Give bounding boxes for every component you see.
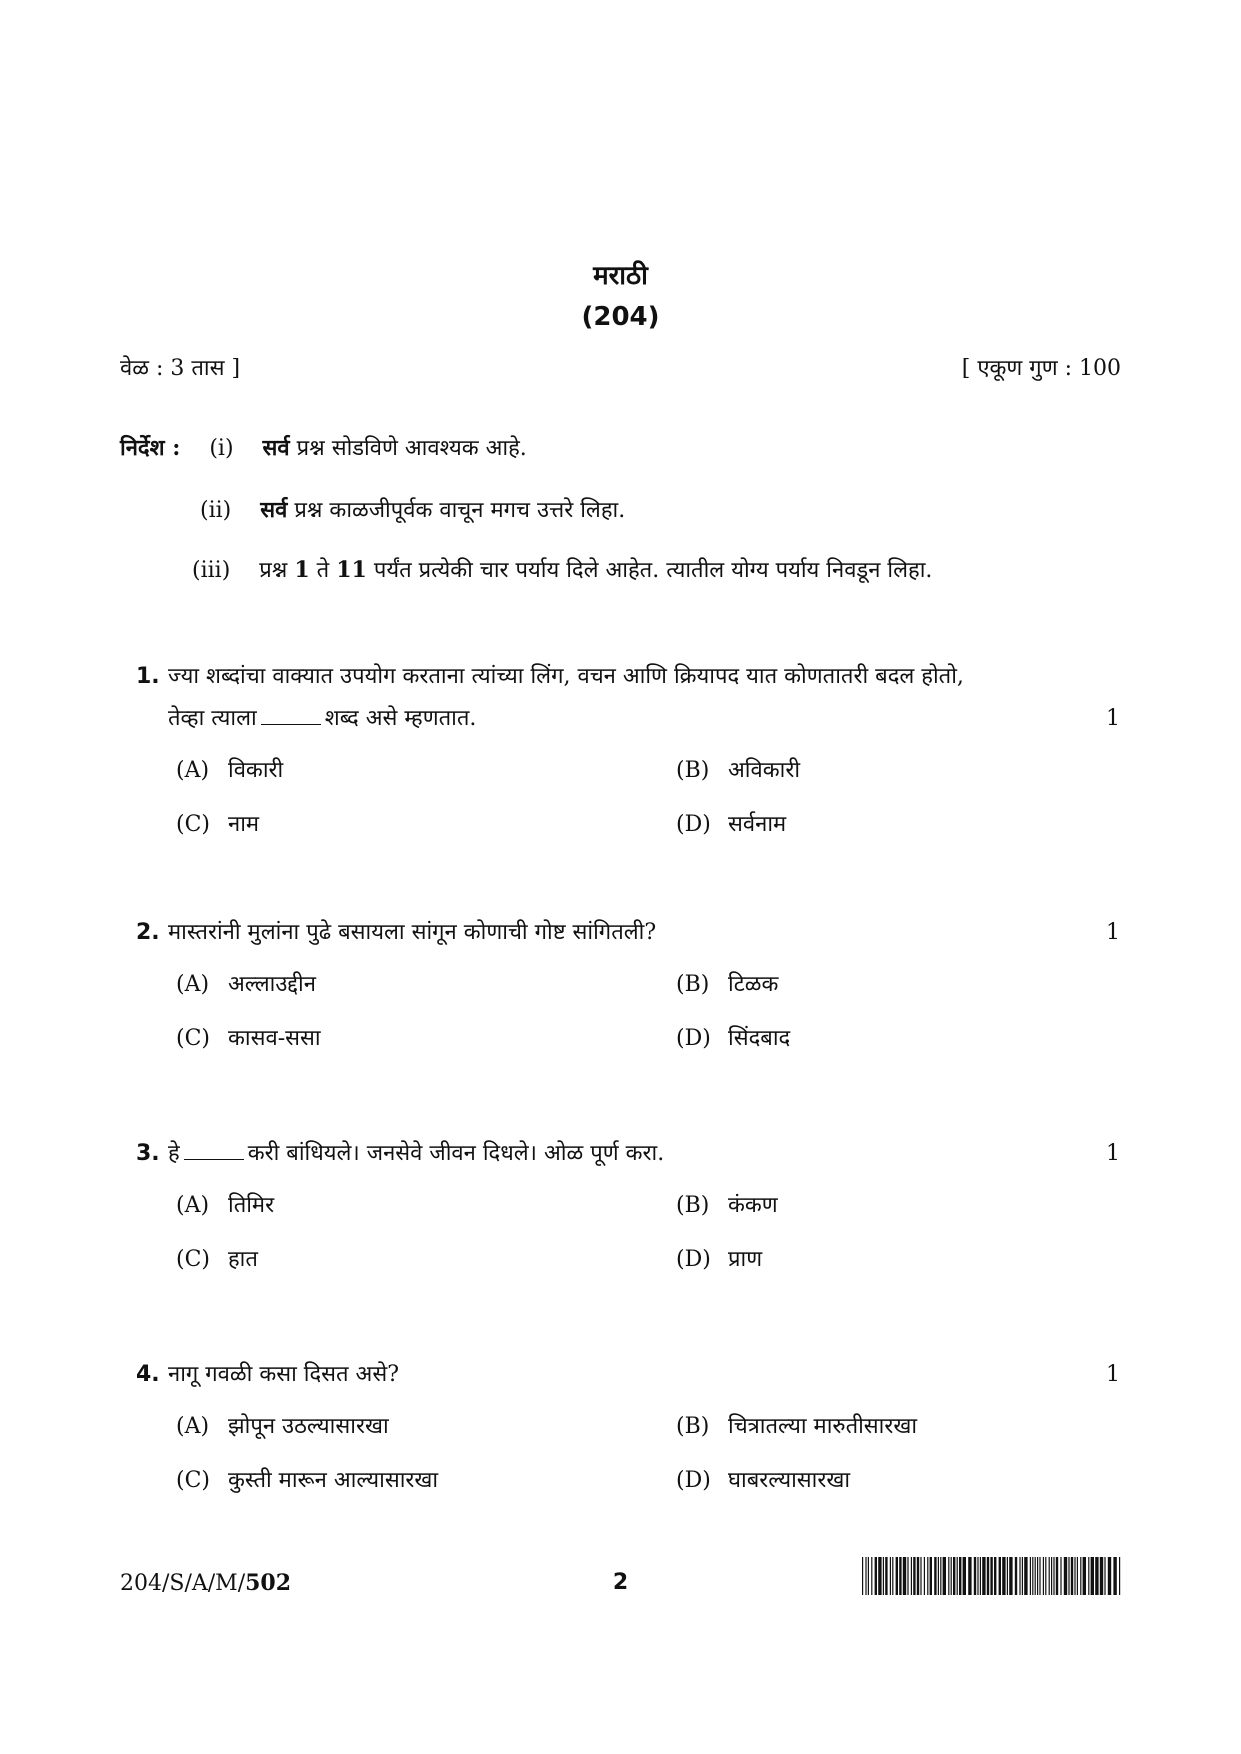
question-2 (120, 912, 1120, 1072)
instruction-3: (iii) प्रश्न 1 ते 11 पर्यंत प्रत्येकी चार पर्याय दिले आहेत. त्यातील योग्य पर्याय निवडून लिहा. (192, 557, 933, 583)
question-stem: 3. हे करी बांधियले। जनसेवे जीवन दिधले। ओळ पूर्ण करा. 1 (120, 1133, 1120, 1175)
option-c: (C) नाम (176, 812, 260, 837)
option-b: (B) कंकण (676, 1193, 778, 1218)
question-1 (120, 656, 1120, 858)
question-number: 4. (136, 1362, 160, 1387)
option-b: (B) टिळक (676, 972, 779, 997)
option-c: (C) कासव-ससा (176, 1026, 321, 1051)
page-number: 2 (612, 1570, 629, 1595)
question-stem: 1. ज्या शब्दांचा वाक्यात उपयोग करताना त्यांच्या लिंग, वचन आणि क्रियापद यात कोणतातरी बदल होतो, तेव्हा त्याला शब्द असे म्हणतात. 1 (120, 656, 1120, 740)
option-d: (D) प्राण (676, 1247, 763, 1272)
option-a: (A) झोपून उठल्यासारखा (176, 1414, 389, 1439)
question-number: 2. (136, 920, 160, 945)
option-a: (A) अल्लाउद्दीन (176, 972, 316, 997)
instruction-1: निर्देश : (i) सर्व प्रश्न सोडविणे आवश्यक आहे. (120, 435, 527, 461)
option-c: (C) कुस्ती मारून आल्यासारखा (176, 1468, 439, 1493)
question-4 (120, 1354, 1120, 1514)
question-marks: 1 (1106, 706, 1120, 731)
option-d: (D) सर्वनाम (676, 812, 787, 837)
time-allowed: वेळ : 3 तास ] (120, 356, 241, 381)
question-number: 1. (136, 664, 160, 689)
option-a: (A) विकारी (176, 758, 284, 783)
total-marks: [ एकूण गुण : 100 (961, 356, 1121, 381)
option-b: (B) चित्रातल्या मारुतीसारखा (676, 1414, 918, 1439)
options (120, 1183, 1120, 1293)
fill-blank (261, 706, 321, 725)
subject-code: (204) (581, 302, 660, 332)
options (120, 748, 1120, 858)
option-d: (D) घाबरल्यासारखा (676, 1468, 851, 1493)
question-marks: 1 (1106, 1141, 1120, 1166)
option-c: (C) हात (176, 1247, 258, 1272)
question-marks: 1 (1106, 920, 1120, 945)
options (120, 1404, 1120, 1514)
options (120, 962, 1120, 1072)
question-stem: 2. मास्तरांनी मुलांना पुढे बसायला सांगून कोणाची गोष्ट सांगितली? 1 (120, 912, 1120, 954)
question-number: 3. (136, 1141, 160, 1166)
option-a: (A) तिमिर (176, 1193, 275, 1218)
instruction-2: (ii) सर्व प्रश्न काळजीपूर्वक वाचून मगच उत्तरे लिहा. (200, 497, 626, 523)
question-stem: 4. नागू गवळी कसा दिसत असे? 1 (120, 1354, 1120, 1396)
subject-title: मराठी (593, 261, 648, 291)
option-b: (B) अविकारी (676, 758, 801, 783)
question-3 (120, 1133, 1120, 1293)
fill-blank (184, 1141, 244, 1160)
question-marks: 1 (1106, 1362, 1120, 1387)
option-d: (D) सिंदबाद (676, 1026, 791, 1051)
instructions-label: निर्देश : (120, 435, 181, 461)
barcode-icon (862, 1557, 1122, 1595)
paper-code: 204/S/A/M/502 (120, 1570, 292, 1596)
